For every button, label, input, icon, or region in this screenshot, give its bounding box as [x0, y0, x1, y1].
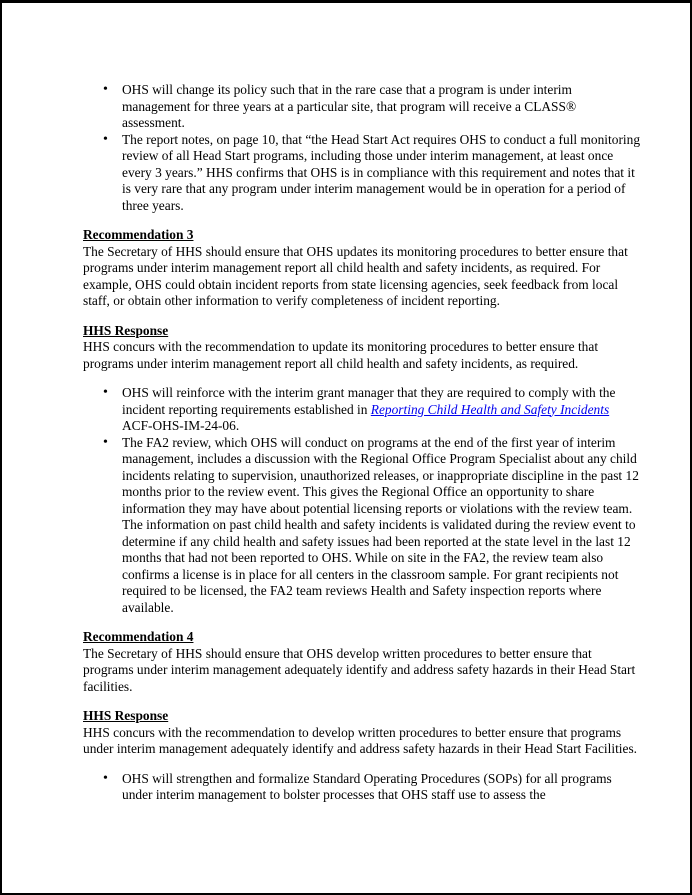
bullet-text-suffix: ACF-OHS-IM-24-06. — [122, 418, 240, 433]
recommendation-4-heading: Recommendation 4 — [83, 629, 194, 644]
recommendation-4-body: The Secretary of HHS should ensure that OHS develop written procedures to better ensure that programs under interim management adequately identify and address safety hazards in their Head Start facilities. — [83, 645, 636, 694]
document-content — [2, 3, 690, 893]
list-item: • The report notes, on page 10, that “the Head Start Act requires OHS to conduct a full monitoring review of all Head Start programs, including those under interim management, at least once every 3 years.” HHS confirms that OHS is in compliance with this requirement and notes that it is very rare that any program under interim management would be in operation for a period of three years. — [83, 132, 641, 215]
hhs-response-3-bullet-list — [83, 385, 641, 616]
hhs-response-3-body: HHS concurs with the recommendation to update its monitoring procedures to better ensure that programs under interim management report all child health and safety incidents, as required. — [83, 339, 599, 371]
reporting-child-health-safety-incidents-link[interactable]: Reporting Child Health and Safety Incidents — [370, 401, 610, 417]
list-item — [83, 385, 641, 435]
recommendation-3-heading: Recommendation 3 — [83, 227, 194, 242]
list-item: • OHS will strengthen and formalize Standard Operating Procedures (SOPs) for all programs under interim management to bolster processes that OHS staff use to assess the — [83, 771, 641, 804]
recommendation-3-body: The Secretary of HHS should ensure that OHS updates its monitoring procedures to better ensure that programs under interim management report all child health and safety incidents, as required. For example, OHS could obtain incident reports from state licensing agencies, seek feedback from local staff, or obtain other information to verify completeness of incident reporting. — [83, 243, 628, 308]
bullet-text-prefix: OHS will reinforce with the interim grant manager that they are required to comply with the incident reporting requirements established in — [122, 385, 616, 417]
hhs-response-3-heading: HHS Response — [83, 322, 169, 338]
hhs-response-4-body: HHS concurs with the recommendation to develop written procedures to better ensure that programs under interim management adequately identify and address safety hazards in their Head Start Facilities. — [83, 724, 638, 756]
hhs-response-4-bullet-list — [83, 771, 641, 804]
list-item: • OHS will change its policy such that in the rare case that a program is under interim management for three years at a particular site, that program will receive a CLASS® assessment. — [83, 82, 641, 132]
list-item: • The FA2 review, which OHS will conduct on programs at the end of the first year of interim management, includes a discussion with the Regional Office Program Specialist about any child incidents relating to supervision, unauthorized releases, or inappropriate discipline in the past 12 months prior to the review event. This gives the Regional Office an opportunity to share information they may have about potential licensing reports or violations with the review team. The information on past child health and safety incidents is validated during the review event to determine if any child health and safety issues had been reported at the state level in the last 12 months that had not been reported to OHS. While on site in the FA2, the review team also confirms a license is in place for all centers in the classroom sample. For grant recipients not required to be licensed, the FA2 team reviews Health and Safety inspection reports where available. — [83, 435, 641, 617]
hhs-response-4-heading: HHS Response — [83, 708, 169, 723]
intro-bullet-list — [83, 82, 641, 214]
